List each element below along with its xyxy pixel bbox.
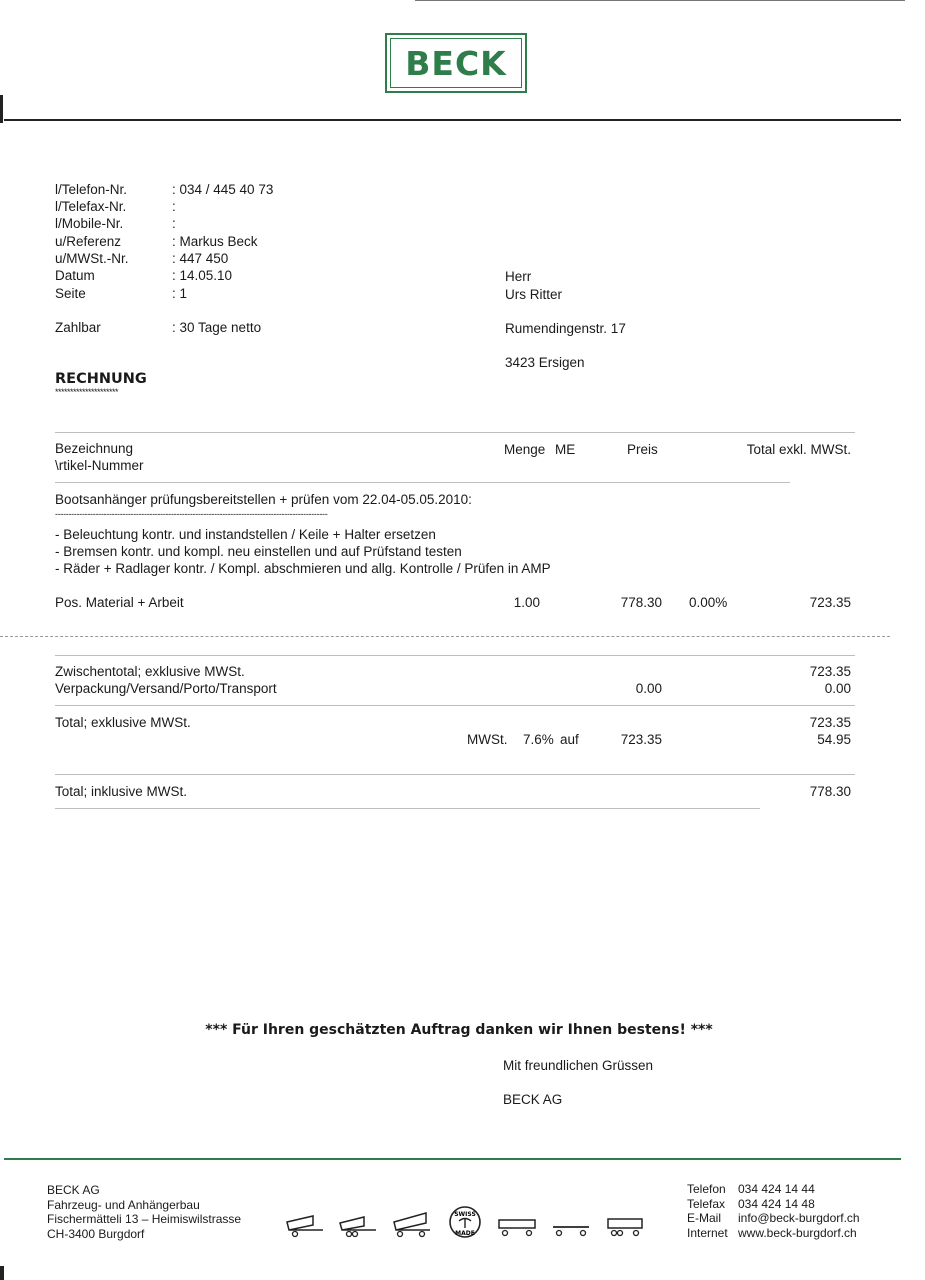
recipient-name: Urs Ritter (505, 287, 562, 302)
box-trailer-icon (497, 1214, 537, 1238)
flatbed-trailer-icon (551, 1214, 591, 1238)
total-excl-rule (55, 705, 855, 706)
field-value-telefon: : 034 / 445 40 73 (172, 182, 274, 197)
closing-greeting: Mit freundlichen Grüssen (503, 1058, 654, 1073)
contact-value: 034 424 14 48 (738, 1196, 815, 1211)
thanks-message: *** Für Ihren geschätzten Auftrag danken wir Ihnen bestens! *** (205, 1022, 713, 1038)
top-edge-line (415, 0, 905, 1)
field-label-zahlbar: Zahlbar (55, 320, 101, 335)
field-label-referenz: u/Referenz (55, 234, 122, 249)
position-label: Pos. Material + Arbeit (55, 595, 184, 610)
items-end-rule (0, 636, 890, 637)
field-value-zahlbar: : 30 Tage netto (172, 320, 262, 335)
beck-logo (385, 33, 527, 93)
mwst-auf: auf (560, 732, 579, 747)
item-separator: ----------------------------------------------------------------------------------------------------- (55, 509, 328, 519)
footer-address-line: Fischermätteli 13 – Heimiswilstrasse (47, 1212, 242, 1227)
contact-label: Telefax (687, 1196, 726, 1211)
total-excl-value: 723.35 (809, 715, 851, 730)
mwst-rate: 7.6% (523, 732, 554, 747)
contact-label: Telefon (687, 1182, 726, 1196)
mwst-value: 54.95 (817, 732, 851, 747)
contact-label: Internet (687, 1225, 728, 1240)
position-rabatt: 0.00% (689, 595, 728, 610)
field-label-seite: Seite (55, 286, 86, 301)
logo-text: BECK (405, 43, 507, 83)
recipient-street: Rumendingenstr. 17 (505, 321, 626, 336)
bottom-edge-mark (0, 1266, 4, 1280)
closing-company: BECK AG (503, 1092, 563, 1107)
total-incl-label: Total; inklusive MWSt. (55, 784, 188, 799)
footer-address-line: Fahrzeug- und Anhängerbau (47, 1197, 200, 1212)
total-incl-value: 778.30 (809, 784, 851, 799)
left-edge-mark (0, 95, 3, 123)
field-value-seite: : 1 (172, 286, 188, 301)
contact-value: www.beck-burgdorf.ch (738, 1225, 857, 1240)
swiss-made-badge-icon (448, 1205, 482, 1239)
recipient-city: 3423 Ersigen (505, 355, 585, 370)
footer-address-line: CH-3400 Burgdorf (47, 1226, 145, 1241)
col-header-preis: Preis (627, 442, 658, 457)
field-label-telefax: l/Telefax-Nr. (55, 199, 127, 214)
footer-address-line: BECK AG (47, 1183, 100, 1197)
contact-value: 034 424 14 44 (738, 1182, 815, 1196)
verpackung-label: Verpackung/Versand/Porto/Transport (55, 681, 277, 696)
tipper-trailer-icon (392, 1210, 434, 1238)
table-header-top-rule (55, 432, 855, 433)
field-value-telefax: : (172, 199, 176, 214)
total-incl-bottom-rule (55, 808, 760, 809)
field-value-referenz: : Markus Beck (172, 234, 258, 249)
svg-text:MADE: MADE (455, 1230, 475, 1237)
item-detail: - Bremsen kontr. und kompl. neu einstellen und auf Prüfstand testen (55, 544, 462, 559)
total-incl-top-rule (55, 774, 855, 775)
total-excl-label: Total; exklusive MWSt. (55, 715, 191, 730)
footer-contacts (687, 1182, 860, 1240)
zwischentotal-value: 723.35 (809, 664, 851, 679)
field-label-datum: Datum (55, 268, 95, 283)
position-total: 723.35 (809, 595, 851, 610)
zwischentotal-label: Zwischentotal; exklusive MWSt. (55, 664, 245, 679)
field-label-telefon: l/Telefon-Nr. (55, 182, 128, 197)
col-header-me: ME (555, 442, 576, 457)
col-header-menge: Menge (504, 442, 546, 457)
contact-label: E-Mail (687, 1211, 722, 1226)
footer-address (47, 1183, 241, 1241)
tipper-trailer-icon (285, 1212, 325, 1238)
field-value-mobile: : (172, 216, 176, 231)
verpackung-preis: 0.00 (635, 681, 662, 696)
col-header-bezeichnung: Bezeichnung (55, 441, 134, 456)
table-header-bottom-rule (55, 482, 790, 483)
document-title: RECHNUNG (55, 371, 147, 387)
header-rule (4, 119, 901, 121)
item-detail: - Räder + Radlager kontr. / Kompl. abschmieren und allg. Kontrolle / Prüfen in AMP (55, 561, 551, 576)
tipper-trailer-icon (338, 1212, 378, 1238)
field-value-datum: : 14.05.10 (172, 268, 233, 283)
summary-top-rule (55, 655, 855, 656)
document-title-underline: ********************* (55, 387, 119, 397)
contact-value: info@beck-burgdorf.ch (738, 1211, 860, 1226)
position-menge: 1.00 (513, 595, 540, 610)
item-title: Bootsanhänger prüfungsbereitstellen + prüfen vom 22.04-05.05.2010: (55, 492, 472, 507)
item-detail: - Beleuchtung kontr. und instandstellen / Keile + Halter ersetzen (55, 527, 436, 542)
recipient-salutation: Herr (505, 269, 532, 284)
field-label-mwst-nr: u/MWSt.-Nr. (55, 251, 129, 266)
col-header-artikel: \rtikel-Nummer (55, 458, 144, 473)
mwst-label: MWSt. (467, 732, 508, 747)
position-preis: 778.30 (620, 595, 662, 610)
box-trailer-icon (605, 1214, 645, 1238)
field-label-mobile: l/Mobile-Nr. (55, 216, 124, 231)
footer-rule (4, 1158, 901, 1160)
verpackung-value: 0.00 (824, 681, 851, 696)
mwst-base: 723.35 (620, 732, 662, 747)
svg-text:SWISS: SWISS (454, 1211, 476, 1218)
field-value-mwst-nr: : 447 450 (172, 251, 229, 266)
col-header-total: Total exkl. MWSt. (746, 442, 851, 457)
